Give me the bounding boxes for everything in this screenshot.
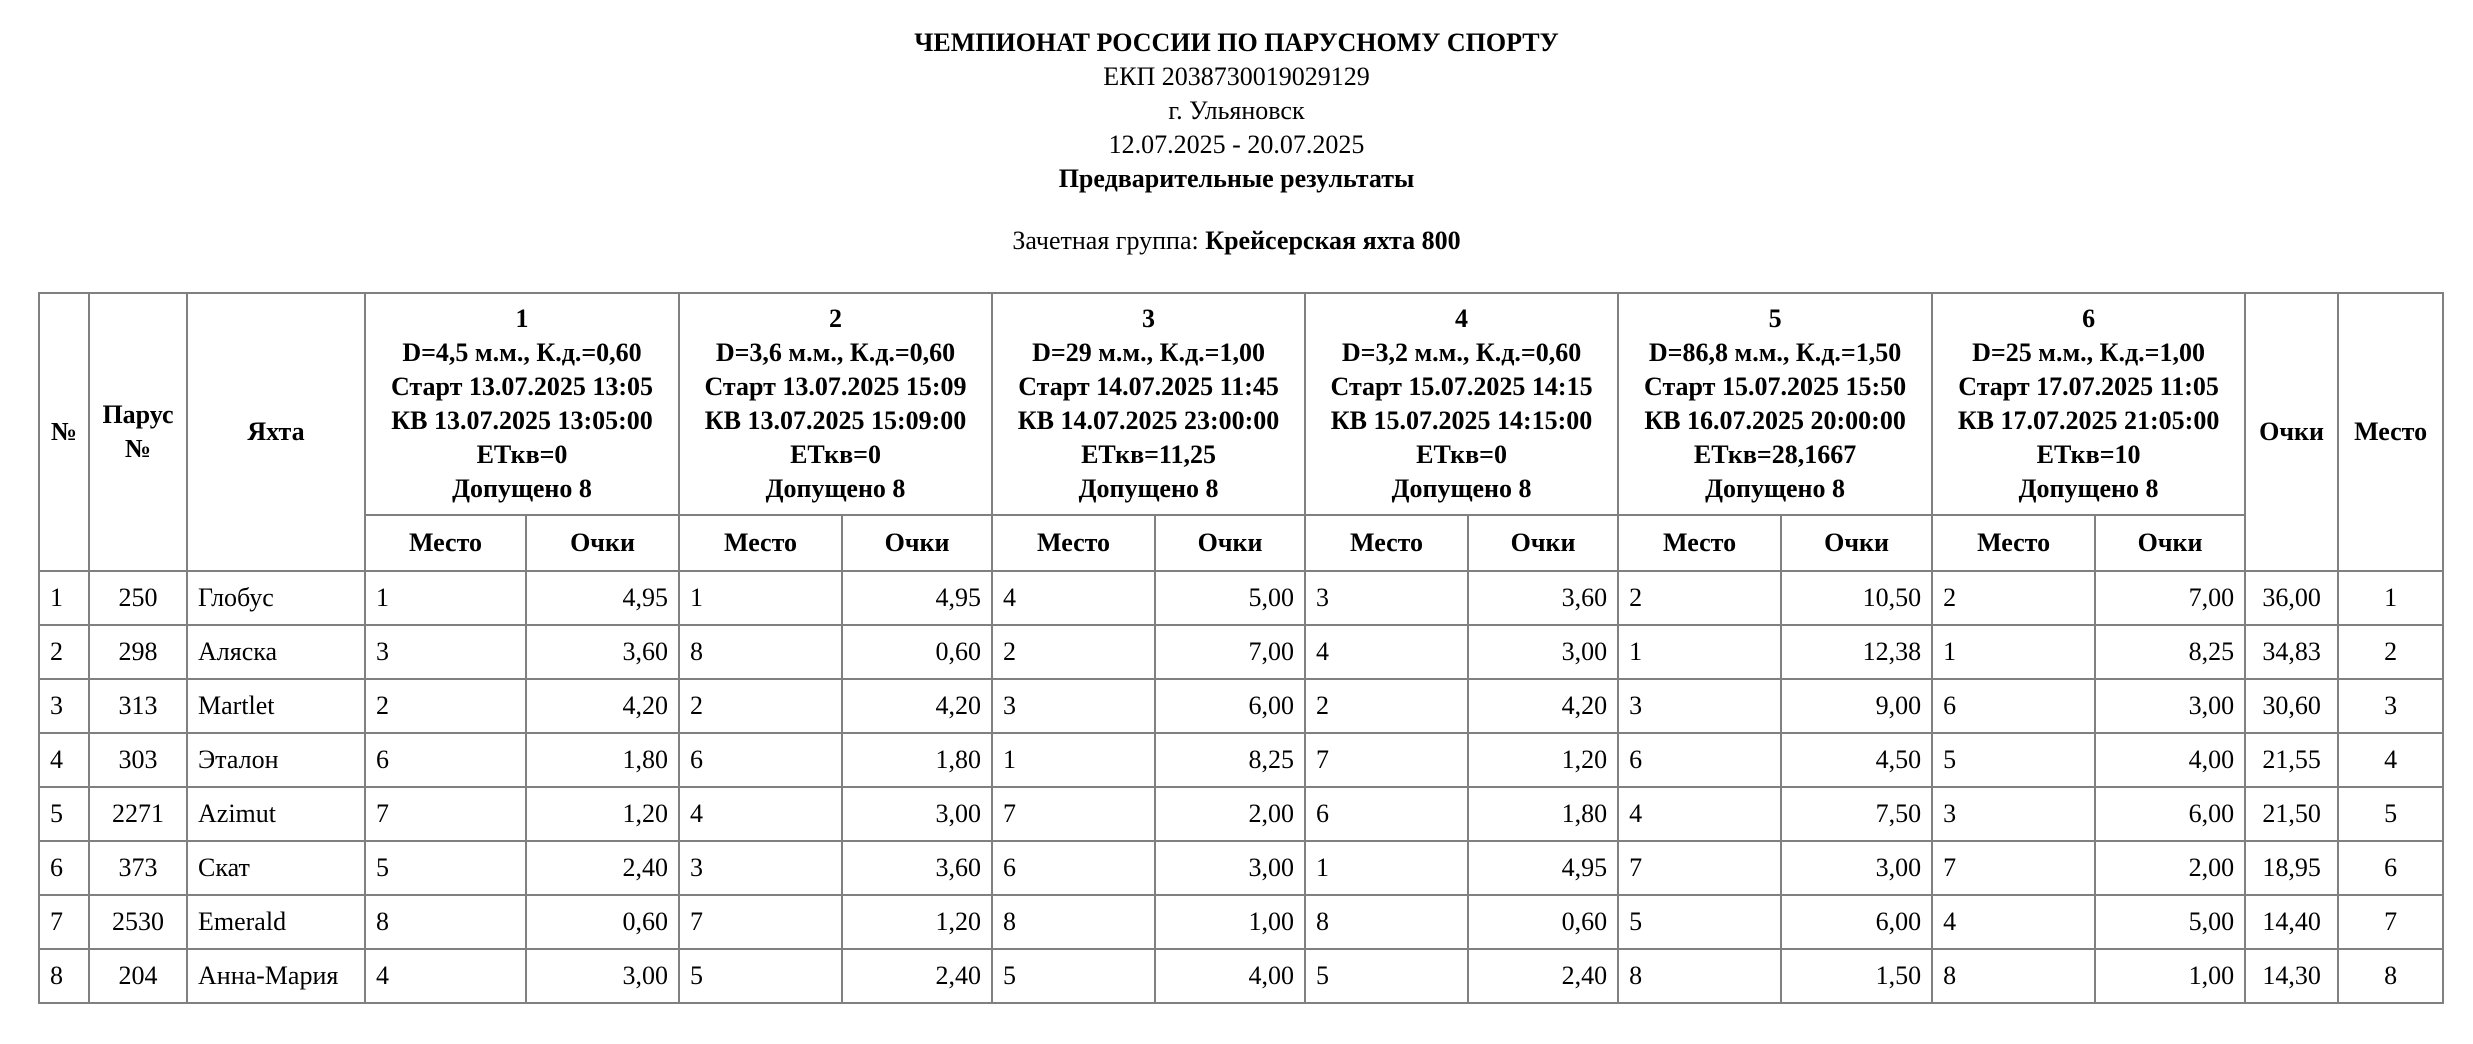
cell-race-points: 4,50 bbox=[1781, 733, 1932, 787]
race-header-adm: Допущено 8 bbox=[1705, 474, 1845, 503]
table-row bbox=[39, 679, 2443, 733]
cell-race-points: 8,25 bbox=[2095, 625, 2245, 679]
table-row bbox=[39, 841, 2443, 895]
cell-race-points: 8,25 bbox=[1155, 733, 1305, 787]
cell-race-points: 7,50 bbox=[1781, 787, 1932, 841]
cell-race-place: 8 bbox=[1932, 949, 2095, 1003]
cell-race-place: 1 bbox=[1618, 625, 1781, 679]
cell-race-points: 4,20 bbox=[1468, 679, 1618, 733]
cell-race-points: 1,00 bbox=[1155, 895, 1305, 949]
city: г. Ульяновск bbox=[1168, 96, 1305, 125]
cell-final-place: 3 bbox=[2338, 679, 2443, 733]
race-header-start: Старт 17.07.2025 11:05 bbox=[1958, 372, 2219, 401]
cell-total-points: 21,50 bbox=[2245, 787, 2338, 841]
cell-race-points: 7,00 bbox=[1155, 625, 1305, 679]
cell-race-points: 3,00 bbox=[526, 949, 679, 1003]
cell-race-place: 6 bbox=[1618, 733, 1781, 787]
table-row bbox=[39, 895, 2443, 949]
race-header-1 bbox=[365, 293, 679, 515]
cell-race-points: 12,38 bbox=[1781, 625, 1932, 679]
results-status: Предварительные результаты bbox=[1058, 164, 1415, 193]
cell-yacht: Анна-Мария bbox=[187, 949, 365, 1003]
cell-num: 7 bbox=[39, 895, 89, 949]
cell-race-place: 5 bbox=[992, 949, 1155, 1003]
cell-race-place: 2 bbox=[679, 679, 842, 733]
results-table bbox=[38, 292, 2444, 1004]
cell-sail: 303 bbox=[89, 733, 187, 787]
cell-race-points: 4,00 bbox=[1155, 949, 1305, 1003]
subheader-place: Место bbox=[992, 515, 1155, 571]
event-dates: 12.07.2025 - 20.07.2025 bbox=[1108, 130, 1365, 159]
cell-race-place: 6 bbox=[365, 733, 526, 787]
table-row bbox=[39, 949, 2443, 1003]
table-row bbox=[39, 571, 2443, 625]
cell-race-points: 0,60 bbox=[1468, 895, 1618, 949]
cell-race-place: 5 bbox=[1305, 949, 1468, 1003]
cell-race-place: 7 bbox=[992, 787, 1155, 841]
race-header-6 bbox=[1932, 293, 2245, 515]
cell-race-place: 4 bbox=[992, 571, 1155, 625]
cell-race-points: 3,60 bbox=[526, 625, 679, 679]
race-header-et: ЕТкв=0 bbox=[790, 440, 881, 469]
cell-race-points: 5,00 bbox=[2095, 895, 2245, 949]
cell-final-place: 2 bbox=[2338, 625, 2443, 679]
cell-race-place: 3 bbox=[992, 679, 1155, 733]
cell-race-points: 1,00 bbox=[2095, 949, 2245, 1003]
race-header-adm: Допущено 8 bbox=[765, 474, 906, 503]
race-header-3 bbox=[992, 293, 1305, 515]
cell-race-place: 5 bbox=[1618, 895, 1781, 949]
cell-race-points: 3,00 bbox=[1468, 625, 1618, 679]
cell-race-place: 6 bbox=[992, 841, 1155, 895]
race-header-start: Старт 13.07.2025 13:05 bbox=[390, 372, 654, 401]
cell-sail: 2530 bbox=[89, 895, 187, 949]
race-header-kv: КВ 13.07.2025 13:05:00 bbox=[391, 406, 653, 435]
cell-sail: 204 bbox=[89, 949, 187, 1003]
table-row bbox=[39, 733, 2443, 787]
race-header-2 bbox=[679, 293, 992, 515]
cell-race-points: 2,40 bbox=[1468, 949, 1618, 1003]
cell-race-place: 5 bbox=[679, 949, 842, 1003]
subheader-place: Место bbox=[1932, 515, 2095, 571]
race-header-et: ЕТкв=0 bbox=[1416, 440, 1507, 469]
race-header-start: Старт 14.07.2025 11:45 bbox=[1018, 372, 1279, 401]
cell-race-points: 0,60 bbox=[842, 625, 992, 679]
race-header-n: 5 bbox=[1768, 304, 1782, 333]
cell-race-place: 8 bbox=[679, 625, 842, 679]
cell-race-points: 2,40 bbox=[842, 949, 992, 1003]
race-header-adm: Допущено 8 bbox=[452, 474, 592, 503]
subheader-points: Очки bbox=[1781, 515, 1932, 571]
cell-race-points: 4,95 bbox=[1468, 841, 1618, 895]
cell-num: 2 bbox=[39, 625, 89, 679]
subheader-points: Очки bbox=[2095, 515, 2245, 571]
subheader-points: Очки bbox=[842, 515, 992, 571]
cell-total-points: 34,83 bbox=[2245, 625, 2338, 679]
cell-race-points: 1,80 bbox=[526, 733, 679, 787]
subheader-points: Очки bbox=[1468, 515, 1618, 571]
cell-final-place: 1 bbox=[2338, 571, 2443, 625]
cell-race-place: 2 bbox=[992, 625, 1155, 679]
subheader-place: Место bbox=[1618, 515, 1781, 571]
cell-race-place: 1 bbox=[365, 571, 526, 625]
cell-race-place: 2 bbox=[1932, 571, 2095, 625]
cell-race-points: 9,00 bbox=[1781, 679, 1932, 733]
cell-num: 5 bbox=[39, 787, 89, 841]
cell-sail: 2271 bbox=[89, 787, 187, 841]
race-header-adm: Допущено 8 bbox=[1078, 474, 1219, 503]
cell-race-place: 1 bbox=[1305, 841, 1468, 895]
cell-yacht: Аляска bbox=[187, 625, 365, 679]
cell-race-place: 6 bbox=[1932, 679, 2095, 733]
cell-yacht: Emerald bbox=[187, 895, 365, 949]
cell-total-points: 14,30 bbox=[2245, 949, 2338, 1003]
scoring-group-value: Крейсерская яхта 800 bbox=[1205, 226, 1461, 255]
cell-race-points: 4,20 bbox=[842, 679, 992, 733]
race-header-start: Старт 15.07.2025 15:50 bbox=[1644, 372, 1907, 401]
cell-yacht: Скат bbox=[187, 841, 365, 895]
cell-race-points: 1,20 bbox=[1468, 733, 1618, 787]
cell-race-points: 1,20 bbox=[526, 787, 679, 841]
table-row bbox=[39, 787, 2443, 841]
race-header-n: 6 bbox=[2082, 304, 2096, 333]
cell-race-points: 10,50 bbox=[1781, 571, 1932, 625]
ekp-number: ЕКП 2038730019029129 bbox=[1103, 62, 1370, 91]
cell-race-place: 7 bbox=[679, 895, 842, 949]
race-header-n: 3 bbox=[1142, 304, 1156, 333]
cell-final-place: 5 bbox=[2338, 787, 2443, 841]
cell-race-place: 5 bbox=[1932, 733, 2095, 787]
col-header-sail bbox=[89, 293, 187, 571]
cell-race-place: 4 bbox=[1932, 895, 2095, 949]
race-header-kv: КВ 17.07.2025 21:05:00 bbox=[1957, 406, 2220, 435]
cell-num: 4 bbox=[39, 733, 89, 787]
cell-race-place: 1 bbox=[992, 733, 1155, 787]
race-header-start: Старт 13.07.2025 15:09 bbox=[704, 372, 967, 401]
cell-sail: 250 bbox=[89, 571, 187, 625]
col-header-num: № bbox=[39, 293, 89, 571]
cell-sail: 373 bbox=[89, 841, 187, 895]
cell-race-points: 5,00 bbox=[1155, 571, 1305, 625]
col-header-place: Место bbox=[2338, 293, 2443, 571]
cell-final-place: 7 bbox=[2338, 895, 2443, 949]
cell-race-points: 2,40 bbox=[526, 841, 679, 895]
cell-total-points: 21,55 bbox=[2245, 733, 2338, 787]
race-header-et: ЕТкв=0 bbox=[476, 440, 568, 469]
cell-race-place: 7 bbox=[1305, 733, 1468, 787]
cell-yacht: Martlet bbox=[187, 679, 365, 733]
cell-race-points: 1,20 bbox=[842, 895, 992, 949]
cell-race-place: 3 bbox=[1932, 787, 2095, 841]
cell-race-points: 3,60 bbox=[1468, 571, 1618, 625]
cell-num: 3 bbox=[39, 679, 89, 733]
cell-total-points: 30,60 bbox=[2245, 679, 2338, 733]
cell-race-place: 3 bbox=[1305, 571, 1468, 625]
cell-race-place: 6 bbox=[679, 733, 842, 787]
cell-race-points: 1,80 bbox=[842, 733, 992, 787]
race-header-kv: КВ 13.07.2025 15:09:00 bbox=[704, 406, 967, 435]
race-header-adm: Допущено 8 bbox=[1391, 474, 1532, 503]
race-header-5 bbox=[1618, 293, 1932, 515]
cell-race-points: 0,60 bbox=[526, 895, 679, 949]
col-header-total: Очки bbox=[2245, 293, 2338, 571]
col-header-sail-line2: № bbox=[124, 434, 152, 463]
results-body bbox=[39, 571, 2443, 1003]
cell-sail: 298 bbox=[89, 625, 187, 679]
cell-race-place: 2 bbox=[1618, 571, 1781, 625]
subheader-points: Очки bbox=[1155, 515, 1305, 571]
cell-race-points: 6,00 bbox=[1155, 679, 1305, 733]
cell-race-place: 2 bbox=[365, 679, 526, 733]
cell-race-points: 3,00 bbox=[1155, 841, 1305, 895]
race-header-et: ЕТкв=28,1667 bbox=[1693, 440, 1857, 469]
race-header-et: ЕТкв=10 bbox=[2036, 440, 2141, 469]
cell-num: 6 bbox=[39, 841, 89, 895]
header-row-subcolumns bbox=[39, 515, 2443, 571]
cell-race-points: 4,95 bbox=[842, 571, 992, 625]
cell-race-place: 8 bbox=[1305, 895, 1468, 949]
cell-race-place: 2 bbox=[1305, 679, 1468, 733]
cell-sail: 313 bbox=[89, 679, 187, 733]
subheader-place: Место bbox=[1305, 515, 1468, 571]
race-header-kv: КВ 14.07.2025 23:00:00 bbox=[1017, 406, 1280, 435]
cell-final-place: 6 bbox=[2338, 841, 2443, 895]
cell-race-points: 4,95 bbox=[526, 571, 679, 625]
race-header-4 bbox=[1305, 293, 1618, 515]
race-header-d: D=3,6 м.м., К.д.=0,60 bbox=[715, 338, 956, 367]
race-header-d: D=4,5 м.м., К.д.=0,60 bbox=[402, 338, 642, 367]
cell-race-points: 6,00 bbox=[2095, 787, 2245, 841]
cell-race-place: 3 bbox=[365, 625, 526, 679]
cell-race-points: 3,00 bbox=[842, 787, 992, 841]
cell-yacht: Эталон bbox=[187, 733, 365, 787]
cell-race-place: 4 bbox=[1618, 787, 1781, 841]
cell-race-place: 6 bbox=[1305, 787, 1468, 841]
subheader-place: Место bbox=[679, 515, 842, 571]
cell-race-place: 1 bbox=[1932, 625, 2095, 679]
cell-total-points: 14,40 bbox=[2245, 895, 2338, 949]
race-header-d: D=86,8 м.м., К.д.=1,50 bbox=[1648, 338, 1902, 367]
cell-race-points: 1,80 bbox=[1468, 787, 1618, 841]
cell-race-place: 4 bbox=[1305, 625, 1468, 679]
race-header-start: Старт 15.07.2025 14:15 bbox=[1330, 372, 1593, 401]
race-header-d: D=29 м.м., К.д.=1,00 bbox=[1032, 338, 1265, 367]
cell-race-place: 8 bbox=[365, 895, 526, 949]
cell-race-place: 4 bbox=[365, 949, 526, 1003]
championship-title: ЧЕМПИОНАТ РОССИИ ПО ПАРУСНОМУ СПОРТУ bbox=[914, 28, 1559, 57]
cell-yacht: Глобус bbox=[187, 571, 365, 625]
subheader-place: Место bbox=[365, 515, 526, 571]
cell-race-points: 6,00 bbox=[1781, 895, 1932, 949]
race-header-adm: Допущено 8 bbox=[2018, 474, 2159, 503]
cell-race-place: 8 bbox=[992, 895, 1155, 949]
cell-race-place: 3 bbox=[679, 841, 842, 895]
cell-race-place: 1 bbox=[679, 571, 842, 625]
cell-race-place: 8 bbox=[1618, 949, 1781, 1003]
cell-final-place: 4 bbox=[2338, 733, 2443, 787]
document-header bbox=[0, 0, 2473, 196]
cell-race-place: 7 bbox=[1932, 841, 2095, 895]
race-header-n: 2 bbox=[829, 304, 843, 333]
table-row bbox=[39, 625, 2443, 679]
race-header-n: 4 bbox=[1455, 304, 1469, 333]
cell-yacht: Azimut bbox=[187, 787, 365, 841]
race-header-et: ЕТкв=11,25 bbox=[1081, 440, 1217, 469]
cell-race-points: 4,00 bbox=[2095, 733, 2245, 787]
cell-num: 1 bbox=[39, 571, 89, 625]
header-row-races bbox=[39, 293, 2443, 515]
race-header-d: D=25 м.м., К.д.=1,00 bbox=[1972, 338, 2205, 367]
scoring-group-label: Зачетная группа: bbox=[1012, 226, 1199, 255]
cell-total-points: 18,95 bbox=[2245, 841, 2338, 895]
cell-race-points: 3,00 bbox=[1781, 841, 1932, 895]
cell-final-place: 8 bbox=[2338, 949, 2443, 1003]
race-header-d: D=3,2 м.м., К.д.=0,60 bbox=[1341, 338, 1582, 367]
cell-race-place: 5 bbox=[365, 841, 526, 895]
race-header-n: 1 bbox=[515, 304, 529, 333]
cell-race-points: 3,00 bbox=[2095, 679, 2245, 733]
race-header-kv: КВ 15.07.2025 14:15:00 bbox=[1330, 406, 1593, 435]
subheader-points: Очки bbox=[526, 515, 679, 571]
cell-total-points: 36,00 bbox=[2245, 571, 2338, 625]
scoring-group bbox=[0, 224, 2473, 258]
cell-race-points: 2,00 bbox=[1155, 787, 1305, 841]
cell-race-place: 4 bbox=[679, 787, 842, 841]
cell-race-points: 2,00 bbox=[2095, 841, 2245, 895]
cell-race-place: 7 bbox=[1618, 841, 1781, 895]
race-header-kv: КВ 16.07.2025 20:00:00 bbox=[1644, 406, 1906, 435]
cell-race-place: 7 bbox=[365, 787, 526, 841]
cell-race-points: 4,20 bbox=[526, 679, 679, 733]
cell-num: 8 bbox=[39, 949, 89, 1003]
cell-race-points: 1,50 bbox=[1781, 949, 1932, 1003]
col-header-yacht: Яхта bbox=[187, 293, 365, 571]
cell-race-points: 7,00 bbox=[2095, 571, 2245, 625]
col-header-sail-line1: Парус bbox=[102, 400, 174, 429]
cell-race-place: 3 bbox=[1618, 679, 1781, 733]
cell-race-points: 3,60 bbox=[842, 841, 992, 895]
